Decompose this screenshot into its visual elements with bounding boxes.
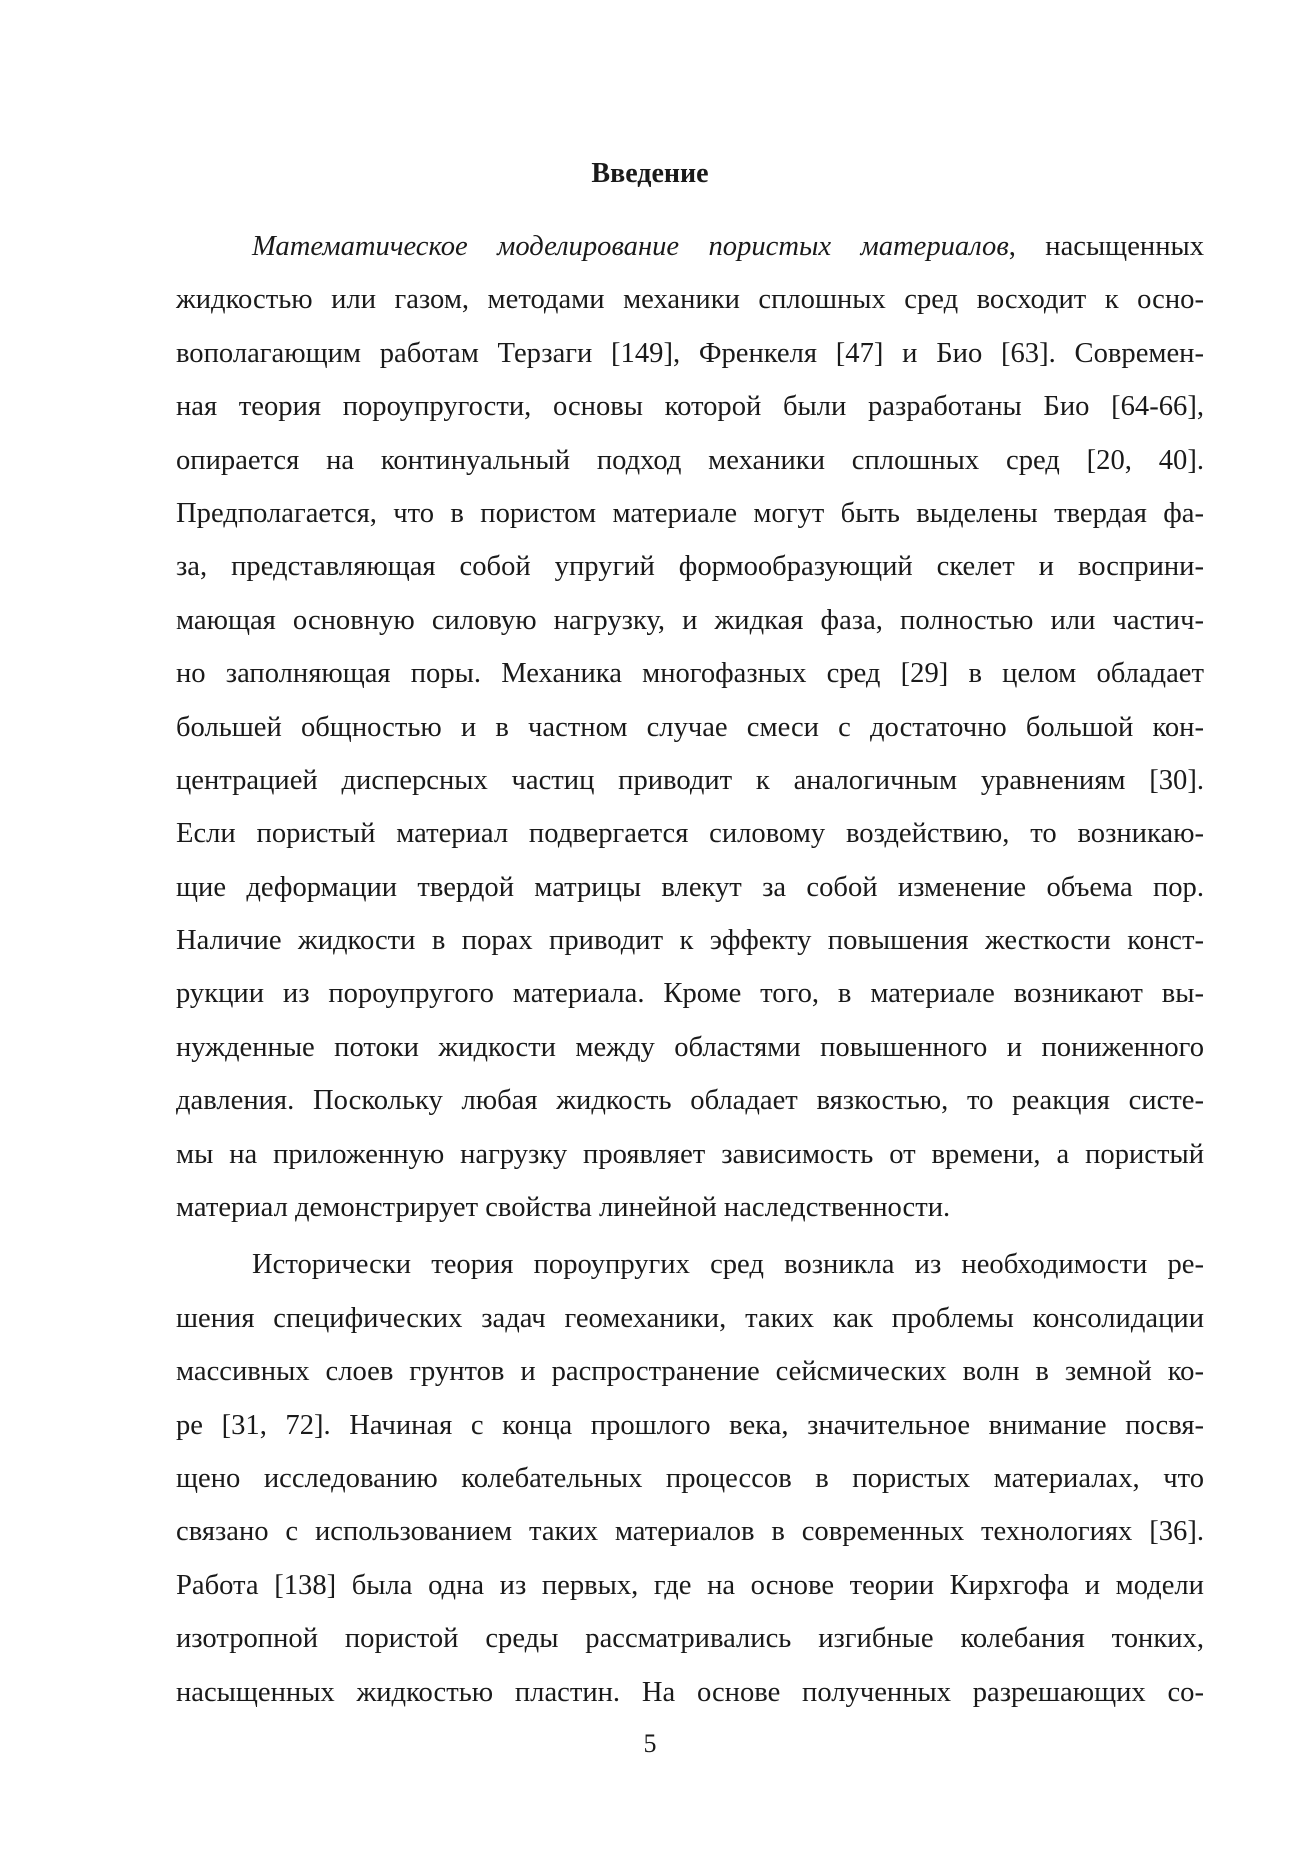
- text-line: за, представляющая собой упругий формообразующий скелет и восприни-: [176, 551, 1204, 583]
- body-text: [176, 220, 1204, 1719]
- text-line: но заполняющая поры. Механика многофазных сред [29] в целом обладает: [176, 658, 1204, 690]
- line-text: , насыщенных: [1008, 231, 1205, 262]
- text-line: мы на приложенную нагрузку проявляет зависимость от времени, а пористый: [176, 1138, 1204, 1170]
- section-heading: Введение: [591, 158, 709, 189]
- text-line: опирается на континуальный подход механики сплошных сред [20, 40].: [176, 444, 1204, 476]
- text-line: материал демонстрирует свойства линейной наследственности.: [176, 1192, 951, 1224]
- paragraph-1: [176, 220, 1204, 1234]
- text-line: Если пористый материал подвергается силовому воздействию, то возникаю-: [176, 818, 1204, 850]
- text-line: шения специфических задач геомеханики, таких как проблемы консолидации: [176, 1302, 1204, 1334]
- page-number: 5: [643, 1729, 657, 1758]
- text-line: центрацией дисперсных частиц приводит к аналогичным уравнениям [30].: [176, 764, 1204, 796]
- text-line: изотропной пористой среды рассматривались изгибные колебания тонких,: [176, 1623, 1204, 1655]
- text-line: ре [31, 72]. Начиная с конца прошлого века, значительное внимание посвя-: [176, 1409, 1204, 1441]
- text-line: жидкостью или газом, методами механики сплошных сред восходит к осно-: [176, 284, 1204, 316]
- text-line: нужденные потоки жидкости между областями повышенного и пониженного: [176, 1031, 1204, 1063]
- text-line: большей общностью и в частном случае смеси с достаточно большой кон-: [176, 711, 1204, 743]
- text-line: щено исследованию колебательных процессов в пористых материалах, что: [176, 1462, 1204, 1494]
- text-line: щие деформации твердой матрицы влекут за собой изменение объема пор.: [176, 871, 1204, 903]
- text-line: Работа [138] была одна из первых, где на основе теории Кирхгофа и модели: [176, 1569, 1204, 1601]
- text-line: мающая основную силовую нагрузку, и жидкая фаза, полностью или частич-: [176, 604, 1204, 636]
- text-line: связано с использованием таких материалов в современных технологиях [36].: [176, 1516, 1204, 1548]
- text-line: Предполагается, что в пористом материале могут быть выделены твердая фа-: [176, 497, 1204, 529]
- text-line: вополагающим работам Терзаги [149], Френкеля [47] и Био [63]. Современ-: [176, 337, 1204, 369]
- text-line: рукции из пороупругого материала. Кроме того, в материале возникают вы-: [176, 978, 1204, 1010]
- text-line: ная теория пороупругости, основы которой были разработаны Био [64-66],: [176, 391, 1204, 423]
- text-line: массивных слоев грунтов и распространение сейсмических волн в земной ко-: [176, 1356, 1204, 1388]
- text-line: насыщенных жидкостью пластин. На основе полученных разрешающих со-: [176, 1676, 1204, 1708]
- text-line: [176, 220, 1204, 273]
- text-line: давления. Поскольку любая жидкость обладает вязкостью, то реакция систе-: [176, 1085, 1204, 1117]
- italic-term: Математическое моделирование пористых материалов: [252, 231, 1009, 262]
- paragraph-2: [176, 1238, 1204, 1719]
- text-line: Исторически теория пороупругих сред возникла из необходимости ре-: [252, 1249, 1204, 1281]
- text-line: Наличие жидкости в порах приводит к эффекту повышения жесткости конст-: [176, 925, 1204, 957]
